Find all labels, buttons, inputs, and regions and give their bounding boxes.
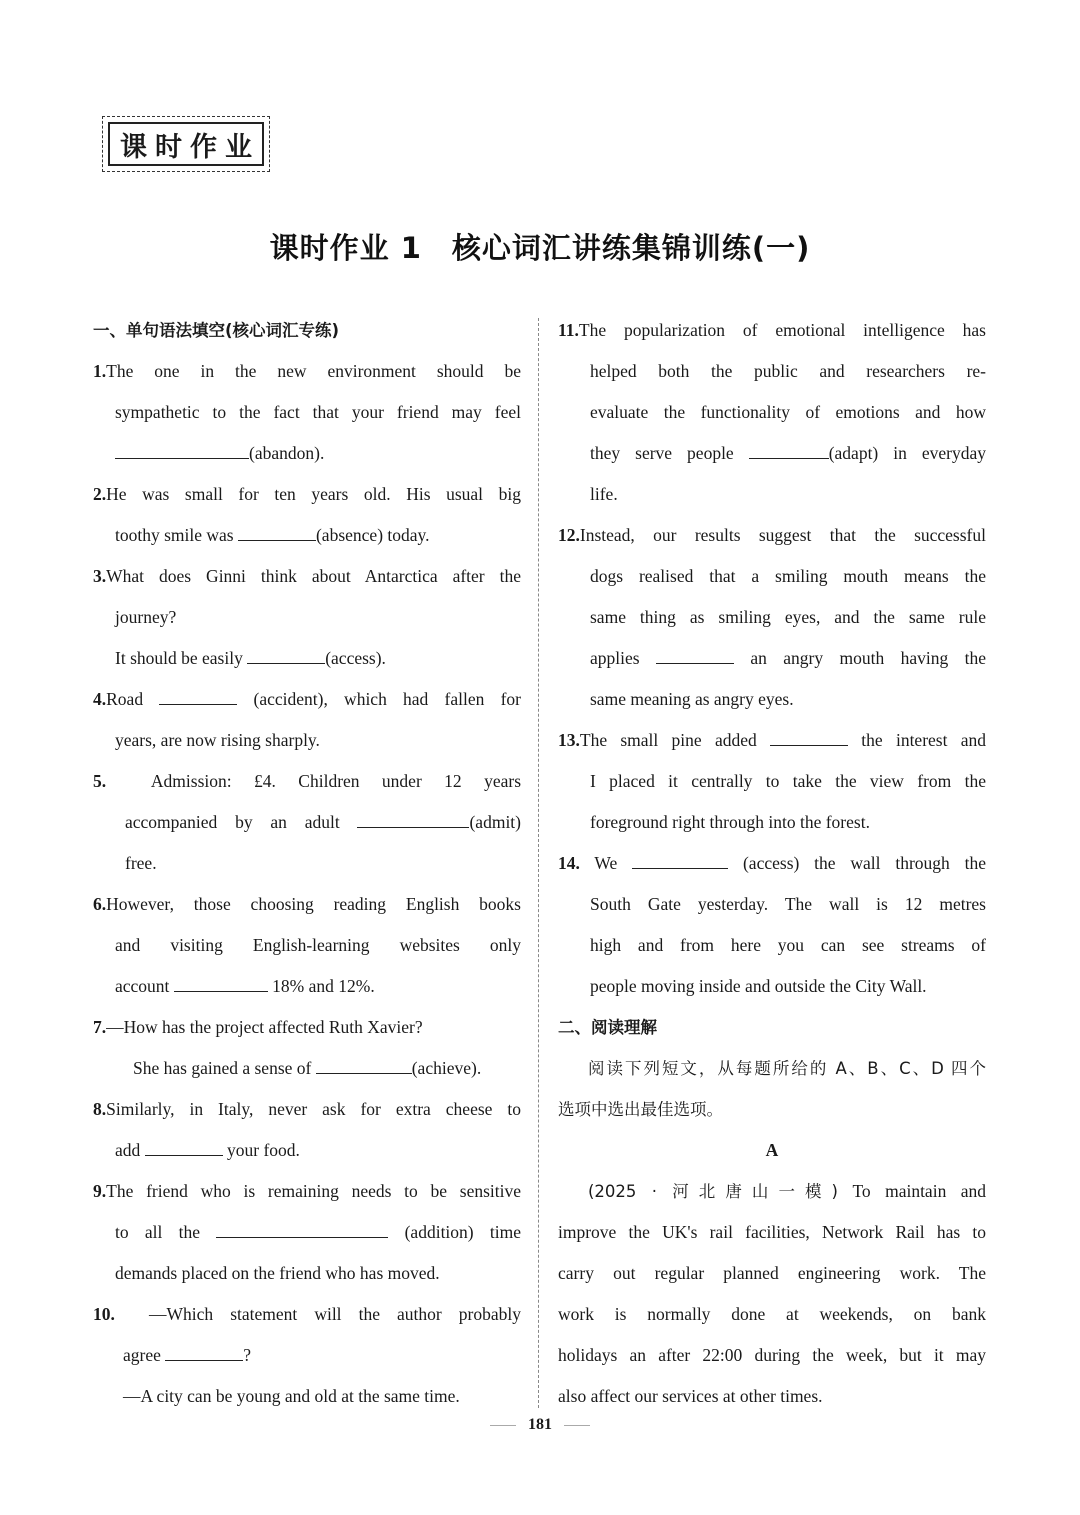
q10-text-a: agree (123, 1345, 161, 1365)
q8-text-a: add (115, 1140, 141, 1160)
q7-line2 (93, 1048, 521, 1089)
q12-line2: dogs realised that a smiling mouth means the (590, 566, 986, 586)
q7-text-b: (achieve). (411, 1058, 482, 1078)
q14-line2: South Gate yesterday. The wall is 12 metres (590, 894, 986, 914)
question-1 (93, 351, 521, 392)
q5-number: 5. (93, 771, 107, 791)
q10-blank[interactable] (165, 1342, 243, 1361)
question-7 (93, 1007, 521, 1048)
left-column (93, 310, 521, 1417)
q11-line2: helped both the public and researchers re- (590, 361, 986, 381)
q4-blank[interactable] (159, 686, 237, 705)
q10-line3: —A city can be young and old at the same time. (123, 1386, 460, 1406)
q3-blank[interactable] (247, 645, 325, 664)
right-column (558, 310, 986, 1417)
q11-text-b: (adapt) in everyday (828, 443, 986, 463)
footer-dash-right (564, 1425, 590, 1426)
section-heading-reading: 二、阅读理解 (558, 1018, 657, 1037)
q3-line2: journey? (115, 607, 177, 627)
q6-line2: and visiting English-learning websites only (115, 935, 521, 955)
q13-line2: I placed it centrally to take the view from the (590, 771, 986, 791)
question-3 (93, 556, 521, 597)
q2-text-b: (absence) today. (315, 525, 430, 545)
q6-text-b: 18% and 12%. (272, 976, 375, 996)
page-footer (0, 1416, 1080, 1434)
passage-source: (2025 · 河北唐山一模) (588, 1182, 838, 1201)
q3-text-b: (access). (325, 648, 386, 668)
q6-number: 6. (93, 894, 107, 914)
q5-line3: free. (125, 853, 157, 873)
q12-blank[interactable] (656, 645, 734, 664)
column-divider (538, 318, 539, 1408)
q3-number: 3. (93, 566, 107, 586)
q9-text-b: (addition) time (404, 1222, 521, 1242)
question-14 (558, 843, 986, 884)
passage-line1-text: To maintain and (852, 1181, 987, 1201)
q14-text-b: (access) the wall through the (742, 853, 987, 873)
q10-line1: —Which statement will the author probably (149, 1304, 522, 1324)
q13-text-a: The small pine added (579, 730, 757, 750)
lesson-badge-label: 课时作业 (108, 122, 264, 166)
question-2 (93, 474, 521, 515)
q1-number: 1. (93, 361, 107, 381)
q8-number: 8. (93, 1099, 107, 1119)
q10-line2 (93, 1335, 521, 1376)
passage-line3: carry out regular planned engineering work. The (558, 1263, 986, 1283)
passage-line6: also affect our services at other times. (558, 1386, 823, 1406)
q1-line3 (93, 433, 521, 474)
q14-line3: high and from here you can see streams of (590, 935, 986, 955)
q3-line3 (93, 638, 521, 679)
q3-line1: What does Ginni think about Antarctica after the (106, 566, 521, 586)
q4-text-b: (accident), which had fallen for (253, 689, 521, 709)
page-title: 课时作业 1 核心词汇讲练集锦训练(一) (269, 231, 811, 265)
q7-text-a: She has gained a sense of (133, 1058, 312, 1078)
q6-text-a: account (115, 976, 170, 996)
passage-line4: work is normally done at weekends, on bank (558, 1304, 986, 1324)
q4-number: 4. (93, 689, 107, 709)
q2-text-a: toothy smile was (115, 525, 234, 545)
q1-hint: (abandon). (249, 443, 325, 463)
q13-number: 13. (558, 730, 580, 750)
q11-line4 (558, 433, 986, 474)
page-number: 181 (528, 1416, 552, 1433)
q8-line2 (93, 1130, 521, 1171)
q2-line1: He was small for ten years old. His usual big (106, 484, 521, 504)
question-10 (93, 1294, 521, 1335)
question-13 (558, 720, 986, 761)
q9-number: 9. (93, 1181, 107, 1201)
q13-line3: foreground right through into the forest. (590, 812, 870, 832)
q13-text-b: the interest and (861, 730, 987, 750)
q2-number: 2. (93, 484, 107, 504)
q2-line2 (93, 515, 521, 556)
q12-text-a: applies (590, 648, 640, 668)
q8-line1: Similarly, in Italy, never ask for extra cheese to (106, 1099, 521, 1119)
reading-instruction-line2: 选项中选出最佳选项。 (558, 1100, 723, 1119)
passage-line5: holidays an after 22:00 during the week, but it may (558, 1345, 986, 1365)
q10-text-b: ? (243, 1345, 252, 1365)
q1-line1: The one in the new environment should be (106, 361, 521, 381)
q9-line2 (93, 1212, 521, 1253)
q11-number: 11. (558, 320, 579, 340)
q7-number: 7. (93, 1017, 107, 1037)
q9-line1: The friend who is remaining needs to be sensitive (106, 1181, 521, 1201)
question-11 (558, 310, 986, 351)
q11-line3: evaluate the functionality of emotions and how (590, 402, 986, 422)
q6-line3 (93, 966, 521, 1007)
q6-blank[interactable] (174, 973, 268, 992)
q12-number: 12. (558, 525, 580, 545)
q5-line1: Admission: £4. Children under 12 years (150, 771, 521, 791)
q13-blank[interactable] (770, 727, 848, 746)
q14-blank[interactable] (632, 850, 728, 869)
section-heading-grammar: 一、单句语法填空(核心词汇专练) (93, 321, 340, 340)
q6-line1: However, those choosing reading English books (106, 894, 521, 914)
q5-text-a: accompanied by an adult (125, 812, 340, 832)
q11-line5: life. (590, 484, 618, 504)
q14-text-a: We (594, 853, 618, 873)
q11-line1: The popularization of emotional intelligence has (578, 320, 986, 340)
q7-blank[interactable] (316, 1055, 412, 1074)
q11-text-a: they serve people (590, 443, 734, 463)
q9-blank[interactable] (216, 1219, 388, 1238)
q1-blank[interactable] (115, 440, 249, 459)
q9-line3: demands placed on the friend who has moved. (115, 1263, 440, 1283)
passage-line2: improve the UK's rail facilities, Network Rail has to (558, 1222, 986, 1242)
q12-line1: Instead, our results suggest that the successful (579, 525, 986, 545)
q5-blank[interactable] (357, 809, 469, 828)
q3-text-a: It should be easily (115, 648, 243, 668)
q1-line2: sympathetic to the fact that your friend may feel (115, 402, 521, 422)
q7-line1: —How has the project affected Ruth Xavier? (106, 1017, 423, 1037)
q12-line5: same meaning as angry eyes. (590, 689, 794, 709)
question-9 (93, 1171, 521, 1212)
passage-label: A (765, 1140, 779, 1160)
q2-blank[interactable] (238, 522, 316, 541)
q5-line2 (93, 802, 521, 843)
question-5 (93, 761, 521, 802)
q4-line2: years, are now rising sharply. (115, 730, 320, 750)
lesson-badge (102, 116, 270, 172)
q10-number: 10. (93, 1304, 115, 1324)
question-6 (93, 884, 521, 925)
question-12 (558, 515, 986, 556)
q4-text-a: Road (106, 689, 144, 709)
passage-line1 (558, 1171, 986, 1212)
question-8 (93, 1089, 521, 1130)
q5-text-b: (admit) (469, 812, 521, 832)
q8-blank[interactable] (145, 1137, 223, 1156)
q12-line3: same thing as smiling eyes, and the same rule (590, 607, 986, 627)
q12-text-b: an angry mouth having the (750, 648, 986, 668)
footer-dash-left (490, 1425, 516, 1426)
q14-number: 14. (558, 853, 580, 873)
question-4 (93, 679, 521, 720)
q9-text-a: to all the (115, 1222, 201, 1242)
q12-line4 (558, 638, 986, 679)
reading-instruction-line1: 阅读下列短文，从每题所给的 A、B、C、D 四个 (588, 1059, 986, 1078)
q14-line4: people moving inside and outside the City Wall. (590, 976, 927, 996)
q8-text-b: your food. (227, 1140, 300, 1160)
q11-blank[interactable] (749, 440, 829, 459)
